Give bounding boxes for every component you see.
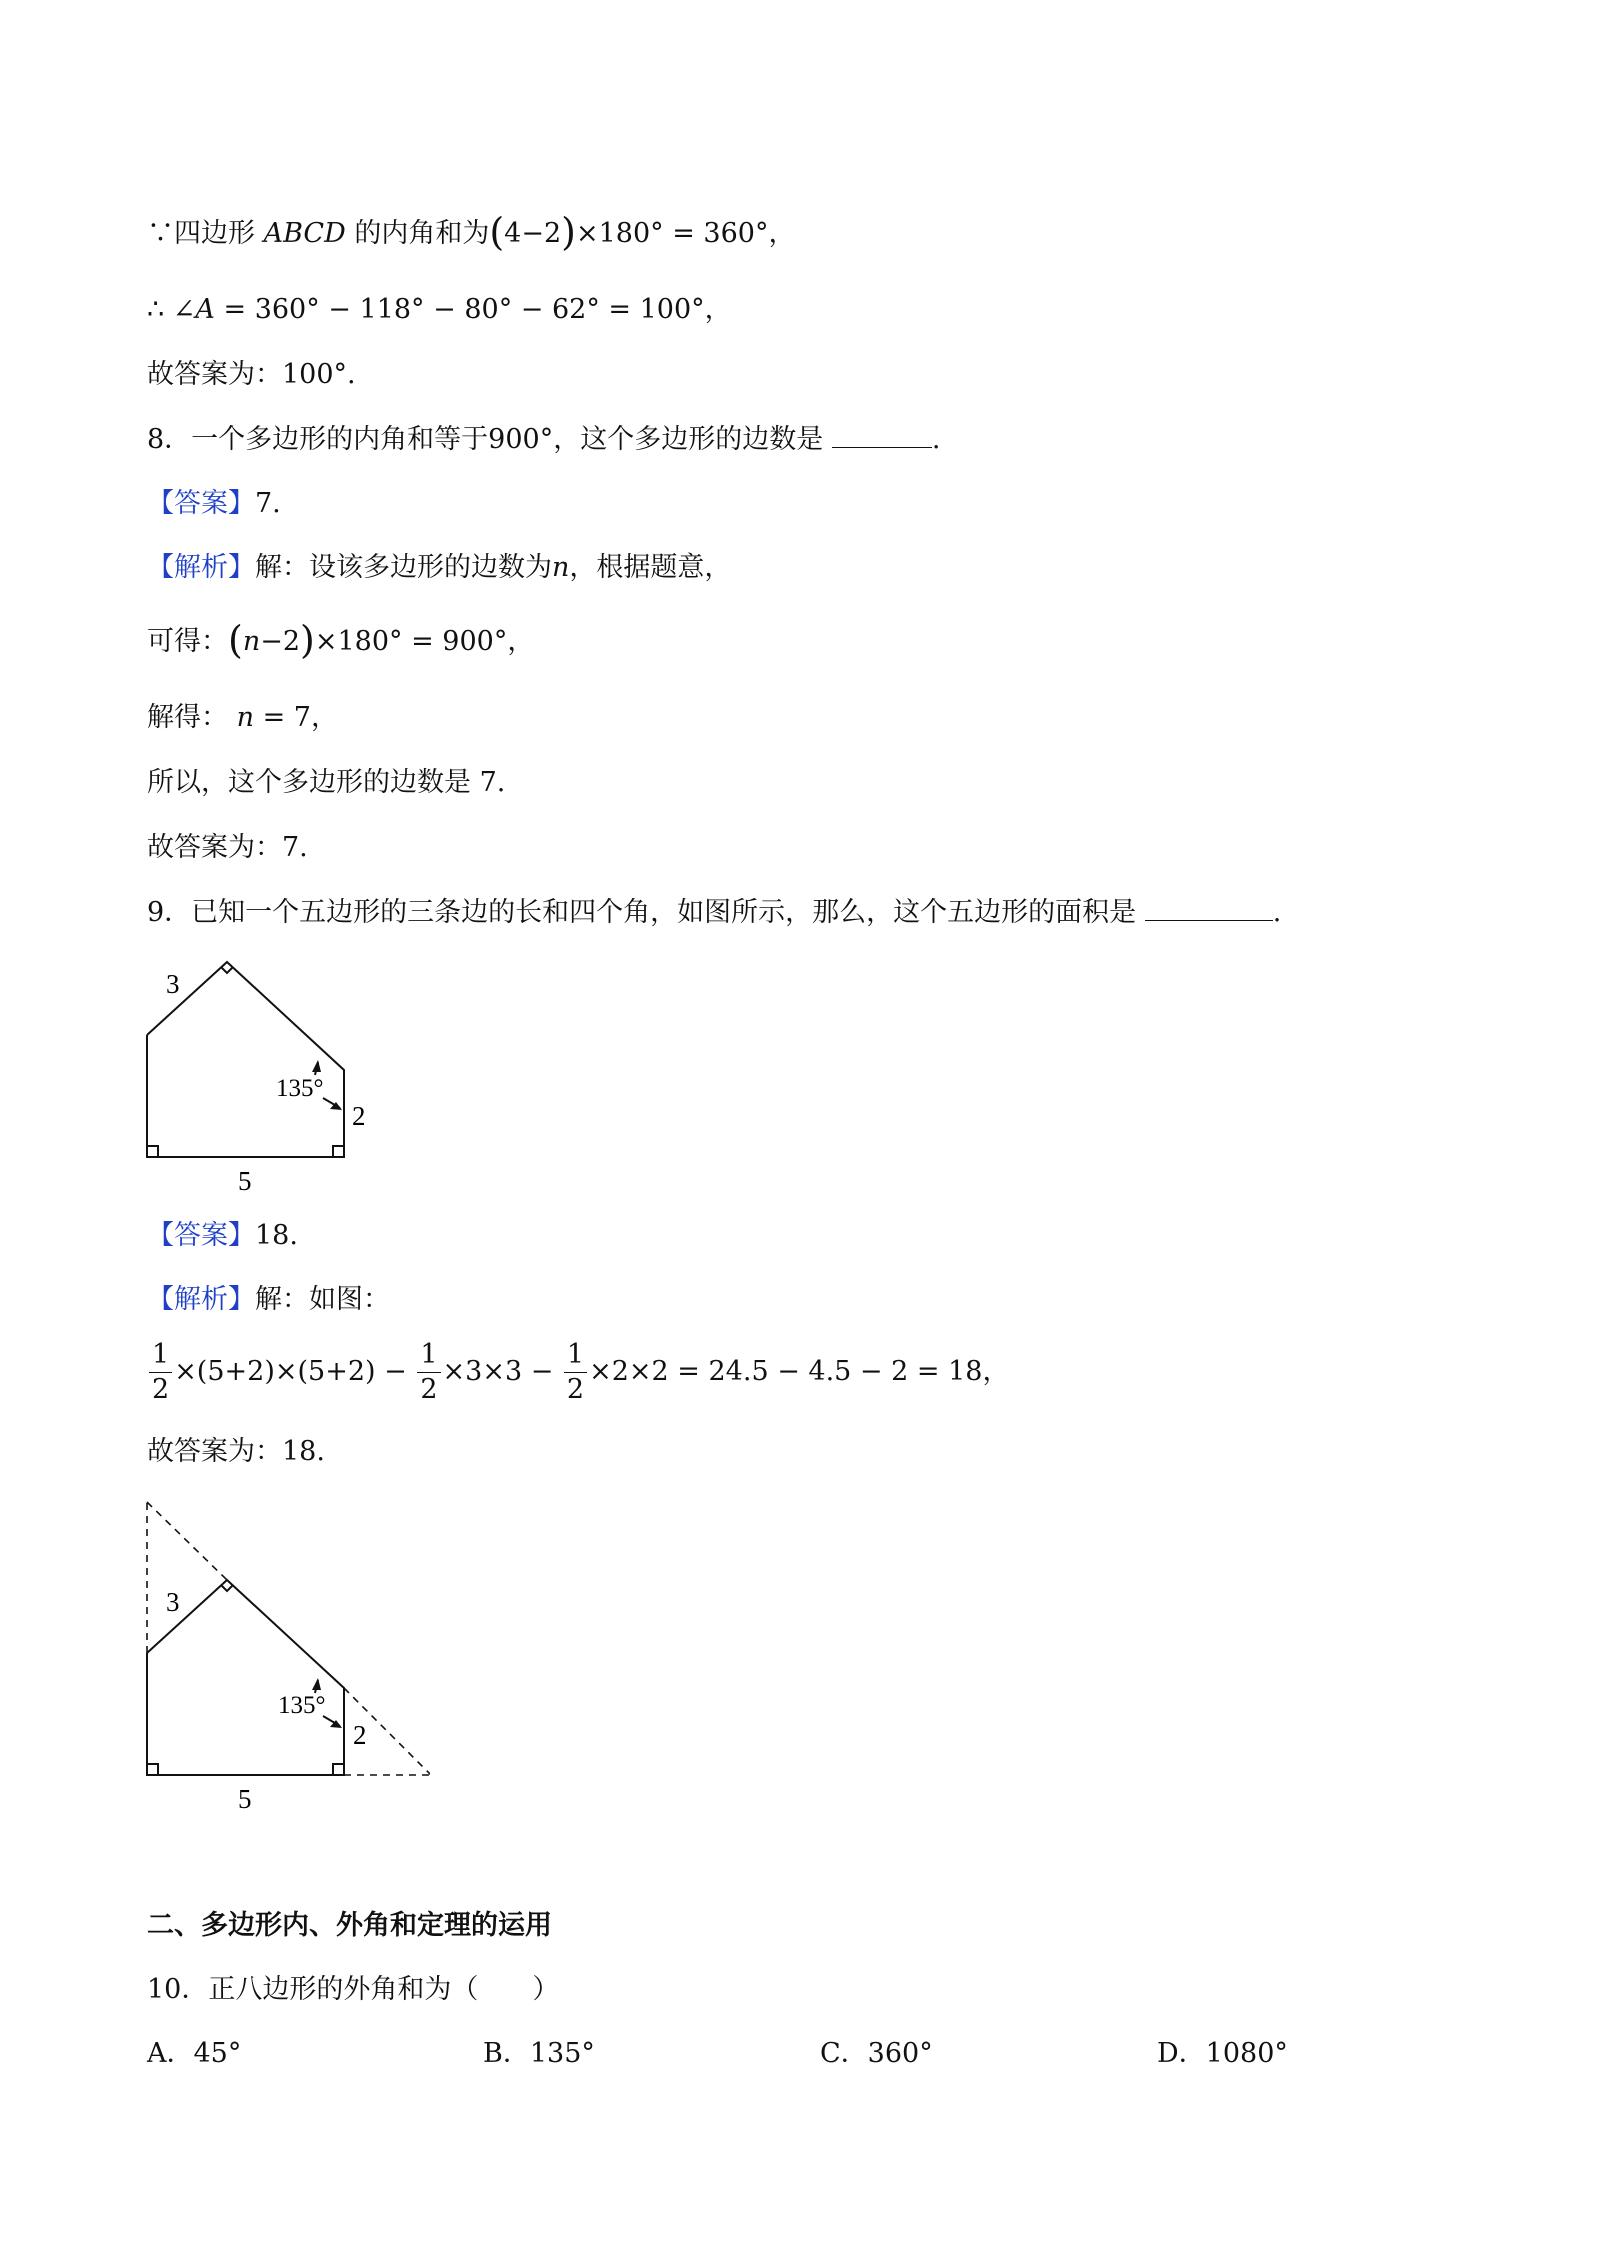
side-label-3: 3 [166,969,180,999]
q8-question: 8．一个多边形的内角和等于900°，这个多边形的边数是 . [147,420,940,460]
answer-blank [832,421,932,448]
q8-analysis: 【解析】解：设该多边形的边数为n，根据题意， [147,552,732,583]
pentagon-figure [130,950,390,1200]
side-label-2: 2 [352,1101,366,1131]
q7-line2: ∴ ∠A = 360° − 118° − 80° − 62° = 100°， [147,294,732,325]
right-angle-mark-br [333,1146,344,1157]
analysis-tag: 【解析】 [147,1284,255,1315]
option-c[interactable]: C．360° [820,2038,933,2069]
option-b[interactable]: B．135° [483,2038,595,2069]
section-title: 二、多边形内、外角和定理的运用 [147,1910,552,1941]
side-label-3: 3 [166,1587,180,1617]
q8-answer: 【答案】7. [147,488,281,519]
right-angle-mark-top [221,967,233,973]
q9-analysis: 【解析】解：如图： [147,1284,390,1315]
q9-conclusion: 故答案为：18. [147,1436,325,1467]
dashed-hypotenuse-top [147,1502,227,1580]
right-angle-mark-bl [147,1764,158,1775]
right-angle-mark-br [333,1764,344,1775]
angle-label-135: 135° [276,1075,324,1102]
q8-line4: 所以，这个多边形的边数是 7. [147,767,506,798]
angle-label-135: 135° [278,1692,326,1719]
side-label-2: 2 [353,1720,367,1750]
base-label-5: 5 [238,1166,252,1196]
because-mark: ∵ [147,218,174,249]
answer-tag: 【答案】 [147,488,255,519]
q8-conclusion: 故答案为：7. [147,832,308,863]
q9-equation: $\frac{1}{2}$ ×(5+2)×(5+2) − $\frac{1}{2}$ ×3×3 − $\frac{1}{2}$ ×2×2 = 24.5 − 4.5 − 2 = 18， [147,1338,1009,1407]
fraction-half: $\frac{1}{2}$ [564,1338,587,1407]
therefore-mark: ∴ [147,294,165,325]
q8-solve: 解得： n = 7， [147,702,338,733]
q7-conclusion: 故答案为：100°. [147,359,356,390]
pentagon-solution-figure [130,1490,430,1820]
q10-question: 10．正八边形的外角和为（ ） [147,1974,560,2005]
fraction-half: $\frac{1}{2}$ [417,1338,440,1407]
q9-question: 9．已知一个五边形的三条边的长和四个角，如图所示，那么，这个五边形的面积是 . [147,893,1281,933]
right-angle-mark-top [221,1585,233,1591]
right-angle-mark-bl [147,1146,158,1157]
option-d[interactable]: D．1080° [1157,2038,1288,2069]
q7-line1: ∵四边形 ABCD 的内角和为(4−2)×180° = 360°， [147,210,796,254]
analysis-tag: 【解析】 [147,552,255,583]
q8-equation: 可得：(n−2)×180° = 900°， [147,618,535,662]
option-a[interactable]: A．45° [147,2038,242,2069]
answer-tag: 【答案】 [147,1220,255,1251]
answer-blank [1145,894,1273,921]
q9-answer: 【答案】18. [147,1220,298,1251]
base-label-5: 5 [238,1784,252,1814]
fraction-half: $\frac{1}{2}$ [149,1338,172,1407]
